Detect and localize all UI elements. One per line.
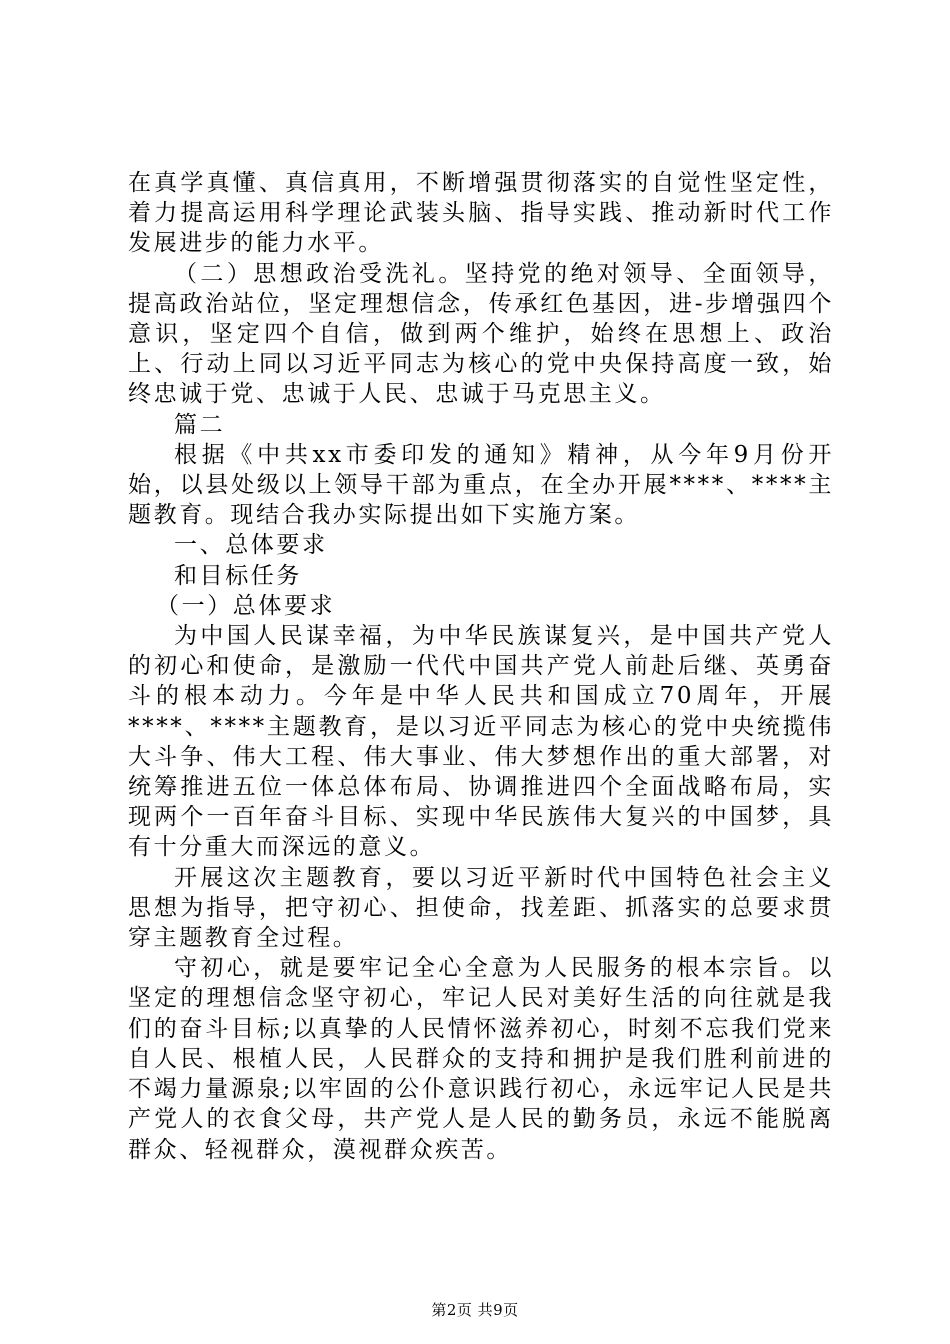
paragraph-4: 为中国人民谋幸福，为中华民族谋复兴，是中国共产党人的初心和使命，是激励一代代中国共产党人前赴后继、英勇奋斗的根本动力。今年是中华人民共和国成立70周年，开展****、****主题教育，是以习近平同志为核心的党中央统揽伟大斗争、伟大工程、伟大事业、伟大梦想作出的重大部署，对统筹推进五位一体总体布局、协调推进四个全面战略布局，实现两个一百年奋斗目标、实现中华民族伟大复兴的中国梦，具有十分重大而深远的意义。 <box>128 623 834 861</box>
paragraph-5: 开展这次主题教育，要以习近平新时代中国特色社会主义思想为指导，把守初心、担使命，找差距、抓落实的总要求贯穿主题教育全过程。 <box>128 864 834 952</box>
heading-general-requirements: 一、总体要求 <box>174 532 328 559</box>
paragraph-1: 在真学真懂、真信真用，不断增强贯彻落实的自觉性坚定性，着力提高运用科学理论武装头脑、指导实践、推动新时代工作发展进步的能力水平。 <box>128 170 834 257</box>
document-body <box>128 168 834 1165</box>
paragraph-6: 守初心，就是要牢记全心全意为人民服务的根本宗旨。以坚定的理想信念坚守初心，牢记人民对美好生活的向往就是我们的奋斗目标;以真挚的人民情怀滋养初心，时刻不忘我们党来自人民、根植人民，人民群众的支持和拥护是我们胜利前进的不竭力量源泉;以牢固的公仆意识践行初心，永远牢记人民是共产党人的衣食父母，共产党人是人民的勤务员，永远不能脱离群众、轻视群众，漠视群众疾苦。 <box>128 955 834 1163</box>
paragraph-3: 根据《中共xx市委印发的通知》精神，从今年9月份开始，以县处级以上领导干部为重点，在全办开展****、****主题教育。现结合我办实际提出如下实施方案。 <box>128 441 834 529</box>
section-heading-part-two: 篇二 <box>174 411 226 438</box>
paragraph-2: （二）思想政治受洗礼。坚持党的绝对领导、全面领导，提高政治站位，坚定理想信念，传承红色基因，进-步增强四个意识，坚定四个自信，做到两个维护，始终在思想上、政治上、行动上同以习近平同志为核心的党中央保持高度一致，始终忠诚于党、忠诚于人民、忠诚于马克思主义。 <box>128 260 834 408</box>
page-number-footer: 第2页 共9页 <box>431 1301 519 1319</box>
heading-goals-continuation: 和目标任务 <box>174 562 302 589</box>
subheading-general-requirements: （一）总体要求 <box>156 592 336 619</box>
